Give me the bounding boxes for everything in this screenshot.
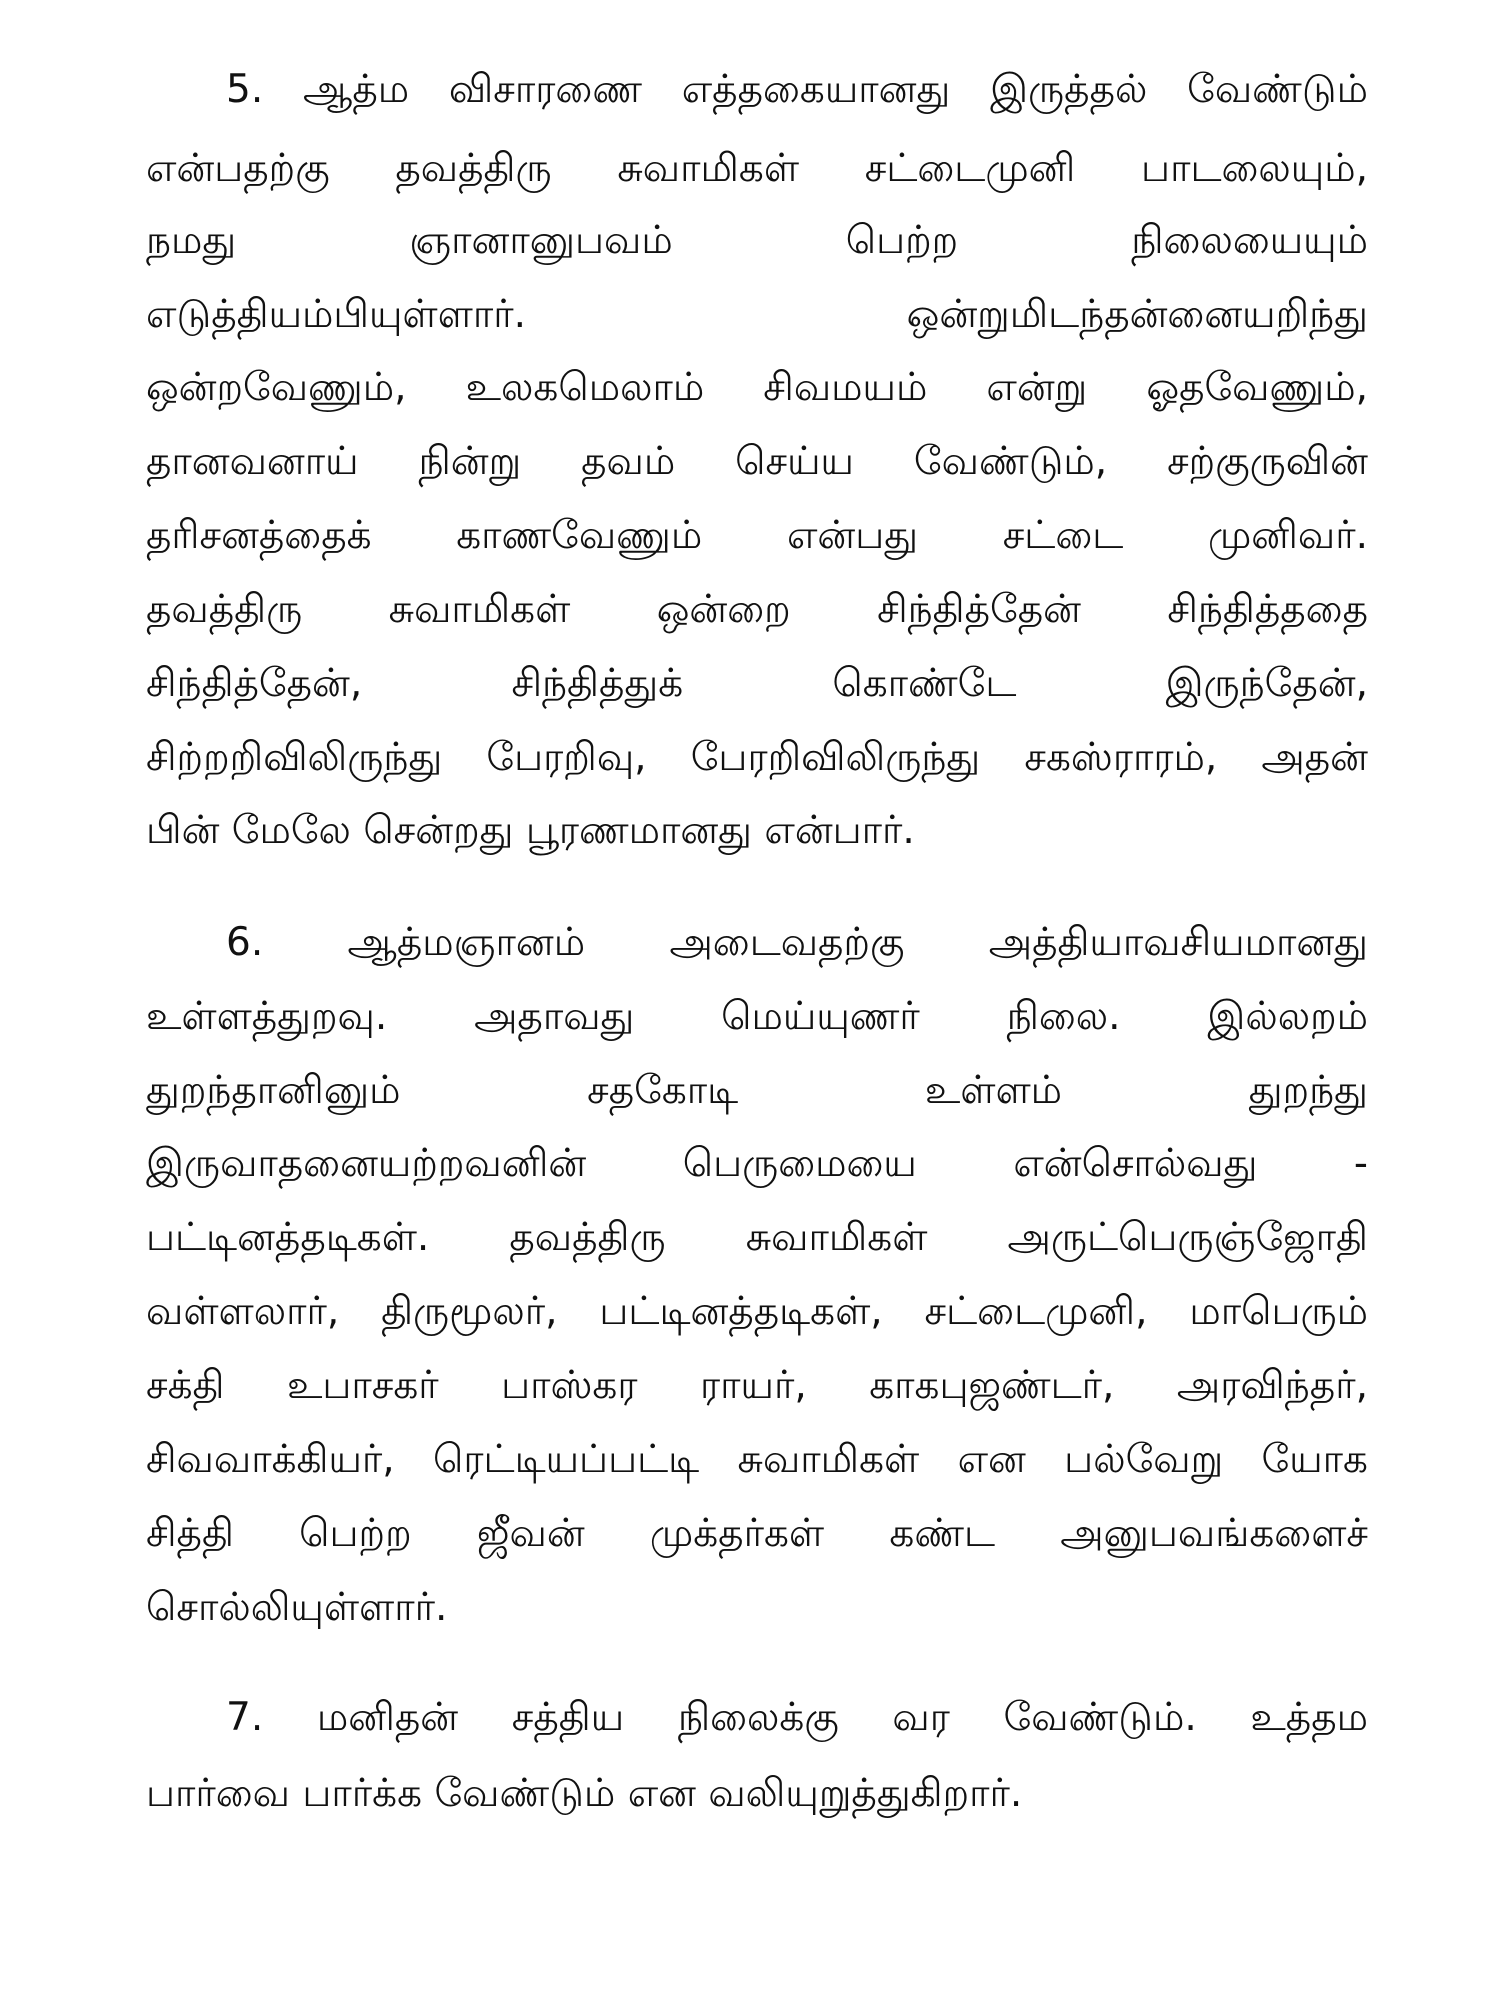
text-line: சக்தி உபாசகர் பாஸ்கர ராயர், காகபுஜண்டர், அரவிந்தர்,: [146, 1363, 1368, 1408]
text-line: துறந்தானினும் சதகோடி உள்ளம் துறந்து: [146, 1068, 1368, 1113]
text-line: இருவாதனையற்றவனின் பெருமையை என்சொல்வது -: [146, 1141, 1368, 1186]
text-line: 6. ஆத்மஞானம் அடைவதற்கு அத்தியாவசியமானது: [226, 920, 1368, 965]
text-line: தானவனாய் நின்று தவம் செய்ய வேண்டும், சற்குருவின்: [146, 439, 1368, 484]
text-line: 5. ஆத்ம விசாரணை எத்தகையானது இருத்தல் வேண்டும்: [226, 67, 1368, 112]
text-line: தவத்திரு சுவாமிகள் ஒன்றை சிந்தித்தேன் சிந்தித்ததை: [146, 587, 1368, 632]
text-line: என்பதற்கு தவத்திரு சுவாமிகள் சட்டைமுனி பாடலையும்,: [146, 146, 1368, 191]
text-line: சிவவாக்கியர், ரெட்டியப்பட்டி சுவாமிகள் என பல்வேறு யோக: [146, 1437, 1368, 1482]
text-line: பார்வை பார்க்க வேண்டும் என வலியுறுத்துகிறார்.: [146, 1771, 1023, 1816]
text-line: தரிசனத்தைக் காணவேணும் என்பது சட்டை முனிவர்.: [146, 513, 1368, 558]
text-line: உள்ளத்துறவு. அதாவது மெய்யுணர் நிலை. இல்லறம்: [146, 994, 1368, 1039]
text-line: எடுத்தியம்பியுள்ளார். ஒன்றுமிடந்தன்னையறிந்து: [146, 292, 1368, 337]
text-line: வள்ளலார், திருமூலர், பட்டினத்தடிகள், சட்டைமுனி, மாபெரும்: [146, 1289, 1368, 1334]
text-line: நமது ஞானானுபவம் பெற்ற நிலையையும்: [146, 218, 1368, 263]
text-line: ஒன்றவேணும், உலகமெலாம் சிவமயம் என்று ஓதவேணும்,: [146, 365, 1368, 410]
text-line: பின் மேலே சென்றது பூரணமானது என்பார்.: [146, 808, 915, 853]
text-line: 7. மனிதன் சத்திய நிலைக்கு வர வேண்டும். உத்தம: [226, 1695, 1368, 1740]
text-line: சிந்தித்தேன், சிந்தித்துக் கொண்டே இருந்தேன்,: [146, 661, 1368, 706]
text-line: சித்தி பெற்ற ஜீவன் முக்தர்கள் கண்ட அனுபவங்களைச்: [146, 1511, 1368, 1556]
text-line: பட்டினத்தடிகள். தவத்திரு சுவாமிகள் அருட்பெருஞ்ஜோதி: [146, 1215, 1368, 1260]
text-line: சொல்லியுள்ளார்.: [146, 1585, 448, 1630]
text-line: சிற்றறிவிலிருந்து பேரறிவு, பேரறிவிலிருந்து சகஸ்ராரம், அதன்: [146, 735, 1368, 780]
